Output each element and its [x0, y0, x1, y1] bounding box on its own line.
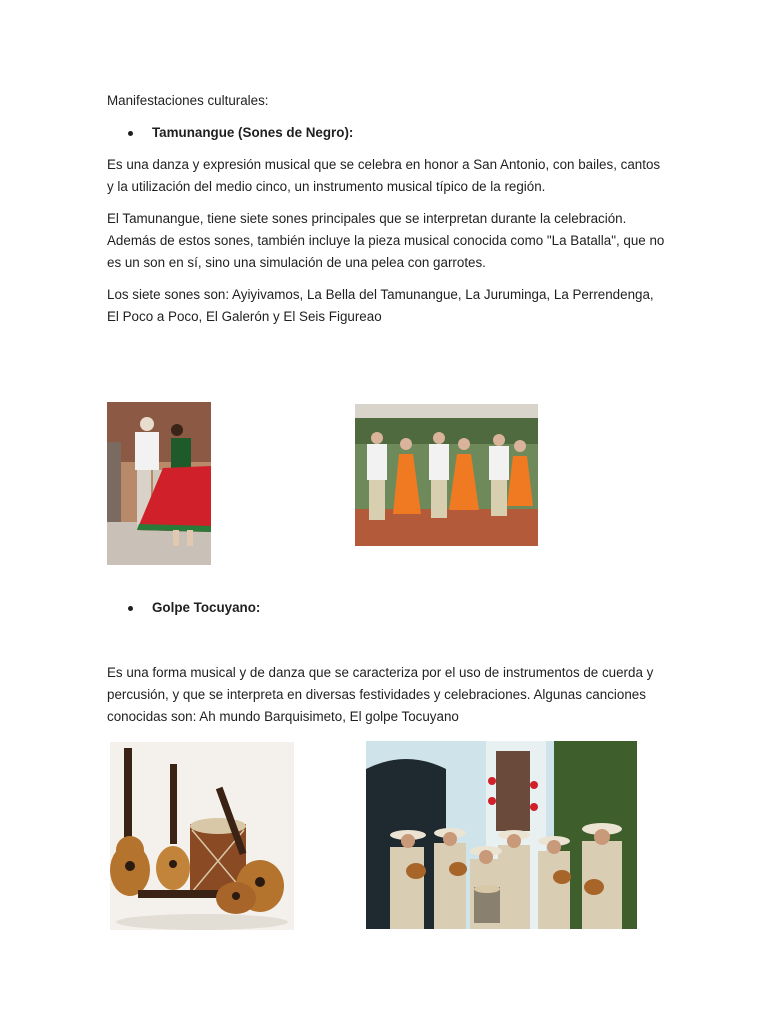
dancing-couple-photo [107, 402, 211, 565]
bullet-dot [128, 131, 133, 136]
paragraph: Es una forma musical y de danza que se caracteriza por el uso de instrumentos de cuerda y percusión, y que se interpreta en diversas festividades y celebraciones. Algunas canciones conocidas son: Ah mundo Barquisimeto, El golpe Tocuyano [107, 665, 654, 724]
section-heading: Manifestaciones culturales: [107, 93, 269, 108]
bullet-title: Golpe Tocuyano: [152, 600, 261, 615]
bullet-dot [128, 606, 133, 611]
paragraph: El Tamunangue, tiene siete sones principales que se interpretan durante la celebración. Además de estos sones, también incluye la pieza musical conocida como "La Batalla", que no es un son en sí, sino una simulación de una pelea con garrotes. [107, 211, 665, 270]
bullet-title: Tamunangue (Sones de Negro): [152, 125, 354, 140]
paragraph: Es una danza y expresión musical que se celebra en honor a San Antonio, con bailes, cantos y la utilización del medio cinco, un instrumento musical típico de la región. [107, 157, 661, 194]
paragraph: Los siete sones son: Ayiyivamos, La Bella del Tamunangue, La Juruminga, La Perrendenga, El Poco a Poco, El Galerón y El Seis Figureao [107, 287, 654, 324]
musicians-photo [366, 741, 637, 929]
group-dance-photo [355, 404, 538, 546]
instruments-photo [110, 742, 294, 930]
